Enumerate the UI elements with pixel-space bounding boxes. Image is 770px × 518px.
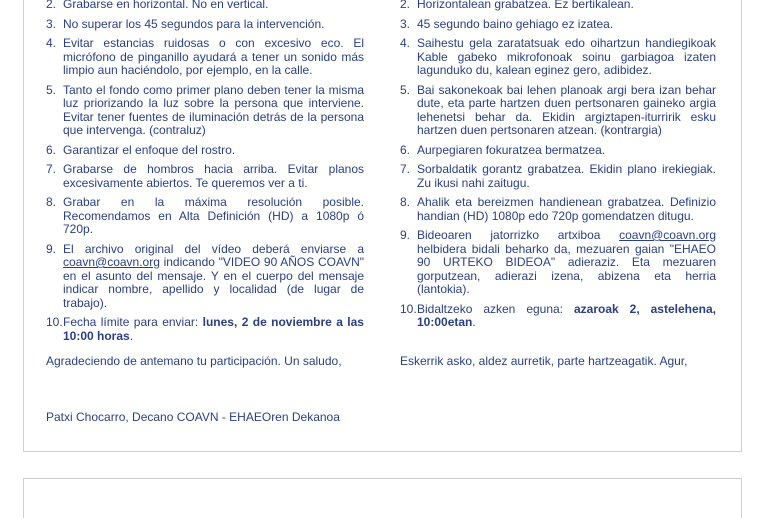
signature: Patxi Chocarro, Decano COAVN - EHAEOren Dekanoa bbox=[46, 410, 340, 424]
spanish-closing: Agradeciendo de antemano tu participación. Un saludo, bbox=[46, 354, 342, 368]
list-item: 8. Grabar en la máxima resolución posible. Recomendamos en Alta Definición (HD) a 1080p ó 720p. bbox=[46, 195, 364, 236]
deadline: lunes, 2 de noviembre a las 10:00 horas bbox=[63, 315, 364, 343]
list-item: 4. Saihestu gela zaratatsuak edo oihartzun handiegikoak Kable gabeko mikrofonoak soinu garbiagoa izaten lagunduko du, kalean eginez gero, adibidez. bbox=[400, 36, 716, 77]
list-item: 2. Horizontalean grabatzea. Ez bertikalean. bbox=[400, 0, 634, 11]
email-link[interactable]: coavn@coavn.org bbox=[63, 255, 160, 269]
list-item: 6. Aurpegiaren fokuratzea bermatzea. bbox=[400, 142, 606, 157]
list-item: 7. Sorbaldatik gorantz grabatzea. Ekidin plano irekiegiak. Zu ikusi nahi zaitugu. bbox=[400, 162, 716, 190]
basque-list bbox=[400, 0, 716, 330]
basque-closing: Eskerrik asko, aldez aurretik, parte hartzeagatik. Agur, bbox=[400, 354, 688, 368]
list-item: 10. Fecha límite para enviar: lunes, 2 de noviembre a las 10:00 horas. bbox=[46, 315, 364, 343]
list-item: 6. Garantizar el enfoque del rostro. bbox=[46, 142, 236, 157]
list-item: 5. Bai sakonekoak bai lehen planoak argi bera izan behar dute, eta parte hartzen duen pertsonaren gaineko argia lehenetsi behar da. Ekidin argiztapen-iturririk esku hartzen duen pertsonaren atzean. (kontrargia) bbox=[400, 82, 716, 137]
list-item: 5. Tanto el fondo como primer plano deben tener la misma luz priorizando la luz sobre la persona que interviene. Evitar tener fuentes de iluminación detrás de la persona que intervenga. (contraluz) bbox=[46, 82, 364, 137]
deadline: azaroak 2, astelehena, 10:00etan bbox=[417, 301, 717, 329]
list-item: 3. No superar los 45 segundos para la intervención. bbox=[46, 16, 325, 31]
list-item: 7. Grabarse de hombros hacia arriba. Evitar planos excesivamente abiertos. Te queremos ver a ti. bbox=[46, 162, 364, 190]
list-item: 9. Bideoaren jatorrizko artxiboa coavn@coavn.org helbidera bidali beharko da, mezuaren gaian "EHAEO 90 URTEKO BIDEOA" adieraziz. Eta mezuaren gorputzean, adierazi izena, abizena eta herria (lantokia). bbox=[400, 228, 716, 296]
spanish-list bbox=[46, 0, 364, 343]
list-item: 2. Grabarse en horizontal. No en vertical. bbox=[46, 0, 269, 11]
email-link[interactable]: coavn@coavn.org bbox=[619, 228, 716, 242]
next-card bbox=[23, 478, 742, 518]
spanish-column bbox=[46, 0, 364, 343]
basque-column bbox=[400, 0, 716, 330]
list-item: 9. El archivo original del vídeo deberá enviarse a coavn@coavn.org indicando "VIDEO 90 AÑOS COAVN" en el asunto del mensaje. Y en el cuerpo del mensaje indicar nombre, apellido y localidad (de lugar de trabajo). bbox=[46, 241, 364, 310]
list-item: 3. 45 segundo baino gehiago ez izatea. bbox=[400, 16, 614, 31]
list-item: 8. Ahalik eta bereizmen handienean grabatzea. Definizio handian (HD) 1080p edo 720p gomendatzen ditugu. bbox=[400, 195, 716, 223]
list-item: 10. Bidaltzeko azken eguna: azaroak 2, astelehena, 10:00etan. bbox=[400, 301, 717, 329]
list-item: 4. Evitar estancias ruidosas o con excesivo eco. El micrófono de pinganillo ayudará a tener un sonido más limpio aun haciéndolo, por ejemplo, en la calle. bbox=[46, 36, 364, 77]
